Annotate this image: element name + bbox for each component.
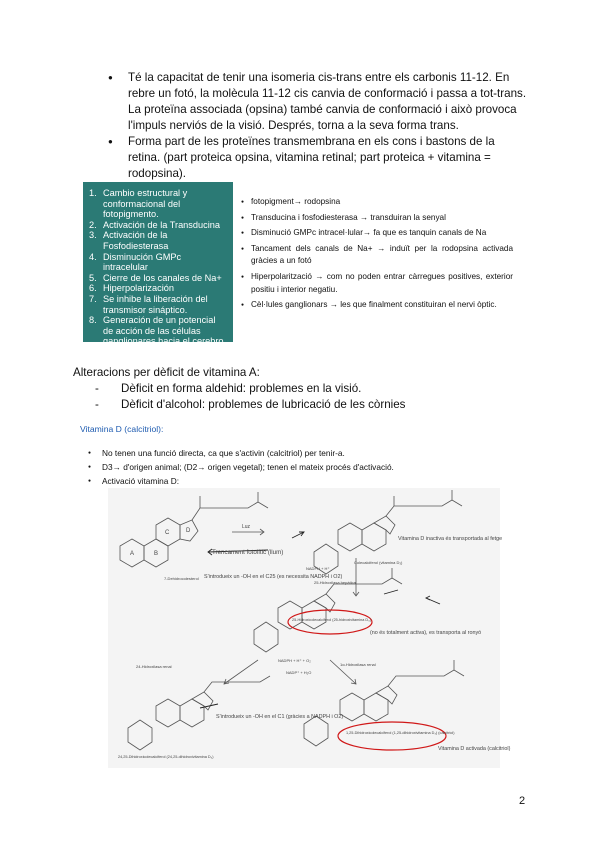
note-item: ● Hiperpolarització → com no poden entrar càrregues positives, exterior positiu i interior negatiu.: [241, 271, 513, 296]
note-no-totalment: (no és totalment activa), es transporta al ronyó: [370, 630, 482, 636]
alteracio-item: - Dèficit d'alcohol: problemes de lubricació de les còrnies: [95, 397, 405, 413]
step-item: 7. Se inhibe la liberación del transmisor sináptico.: [89, 293, 208, 315]
enzyme-24: 24-Hidroxilasa renal: [136, 664, 172, 669]
alteracio-item: - Dèficit en forma aldehid: problemes en la visió.: [95, 381, 405, 397]
vitamina-d-list: [88, 446, 488, 488]
note-vitamina-activada: Vitamina D activada (calcitriol): [438, 746, 511, 752]
phototransduction-steps-image: [83, 182, 233, 347]
vitamina-d-item: ● D3→ d'origen animal; (D2→ origen vegetal); tenen el mateix procés d'activació.: [88, 460, 488, 474]
compound-24-25: 24,25-Dihidroxicolecalciferol (24,25-dihidroxivitamina D₃): [118, 755, 214, 759]
step-item: 2. Activación de la Transducina: [89, 219, 220, 230]
page-number: 2: [519, 795, 526, 807]
compound-1-25: 1,25-Dihidroxicolecalciferol (1,25-dihidroxivitamina D₃) (calcitriol): [346, 731, 455, 735]
compound-7-dehydro: 7-Dehidrocolesterol: [164, 576, 199, 581]
note-introdueix-c1: S'introdueix un -OH en el C1 (gràcies a NADPH i O2): [216, 714, 344, 720]
note-trencament: Trencament fotolític (llum): [212, 549, 284, 556]
phototransduction-notes: [241, 196, 513, 315]
top-bullet-list: [108, 70, 528, 182]
step-item: 4. Disminución GMPc intracelular: [89, 251, 182, 273]
step-item: 3. Activación de la Fosfodiesterasa: [89, 230, 169, 251]
bullet-proteines: ● Forma part de les proteïnes transmembrana en els cons i bastons de la retina. (part proteica opsina, vitamina retinal; part proteica + vitamina = rodopsina).: [108, 134, 528, 182]
enzyme-hepatic: 25-Hidroxilasa hepática: [314, 580, 356, 585]
note-item: ● Transducina i fosfodiesterasa → transduiran la senyal: [241, 212, 513, 225]
alteracions-heading: Alteracions per dèficit de vitamina A:: [73, 366, 260, 379]
note-item: ● Cèl·lules ganglionars → les que finalment constituiran el nervi òptic.: [241, 299, 513, 312]
vitamin-d-activation-diagram: [108, 488, 511, 768]
enzyme-renal: 1α-Hidroxilasa renal: [340, 662, 376, 667]
phototransduction-steps-list: [89, 188, 227, 347]
cofactor-1: NADPH + H⁺: [306, 566, 330, 571]
step-item: 8. Generación de un potencial de acción de las células ganglionares hacia el cerebro.: [89, 315, 227, 347]
ring-label-b: B: [154, 551, 159, 557]
compound-cholecalciferol: Colecalciferol (vitamina D₃): [354, 560, 403, 565]
note-vitamina-inactiva: Vitamina D inactiva és transportada al fetge: [398, 536, 503, 542]
uv-label: Luz: [242, 524, 251, 530]
vitamina-d-item: ● Activació vitamina D:: [88, 474, 488, 488]
vitamina-d-heading: Vitamina D (calcitriol):: [80, 424, 164, 434]
note-item: ● fotopigment→ rodopsina: [241, 196, 513, 209]
step-item: 1. Cambio estructural y conformacional del fotopigmento.: [89, 188, 188, 220]
compound-25-oh: 25-Hidroxicolecalciferol (25-hidroxivitamina D₃): [292, 618, 371, 622]
ring-label-d: D: [186, 528, 191, 534]
note-item: ● Tancament dels canals de Na+ → induït per la rodopsina activada gràcies a un fotó: [241, 243, 513, 268]
bullet-isomeria: ● Té la capacitat de tenir una isomeria cis-trans entre els carbonis 11-12. En rebre un fotó, la molècula 11-12 cis canvia de conformació i passa a tot-trans. La proteïna associada (opsina) també canvia de conformació i això provoca l'impuls nerviós de la visió. Després, torna a la seva forma trans.: [108, 70, 528, 134]
vitamina-d-item: ● No tenen una funció directa, ca que s'activin (calcitriol) per tenir-a.: [88, 446, 488, 460]
cofactor-3: NADP⁺ + H₂O: [286, 670, 312, 675]
step-item: 5. Cierre de los canales de Na+: [89, 272, 222, 283]
ring-label-c: C: [165, 530, 170, 536]
alteracions-list: [95, 381, 405, 412]
note-item: ● Disminució GMPc intracel·lular→ fa que es tanquin canals de Na: [241, 227, 513, 240]
cofactor-2: NADPH + H⁺ + O₂: [278, 658, 311, 663]
step-item: 6. Hiperpolarización: [89, 283, 174, 294]
ring-label-a: A: [130, 551, 135, 557]
note-nadph: S'introdueix un -OH en el C25 (es necessita NADPH i O2): [204, 574, 343, 580]
